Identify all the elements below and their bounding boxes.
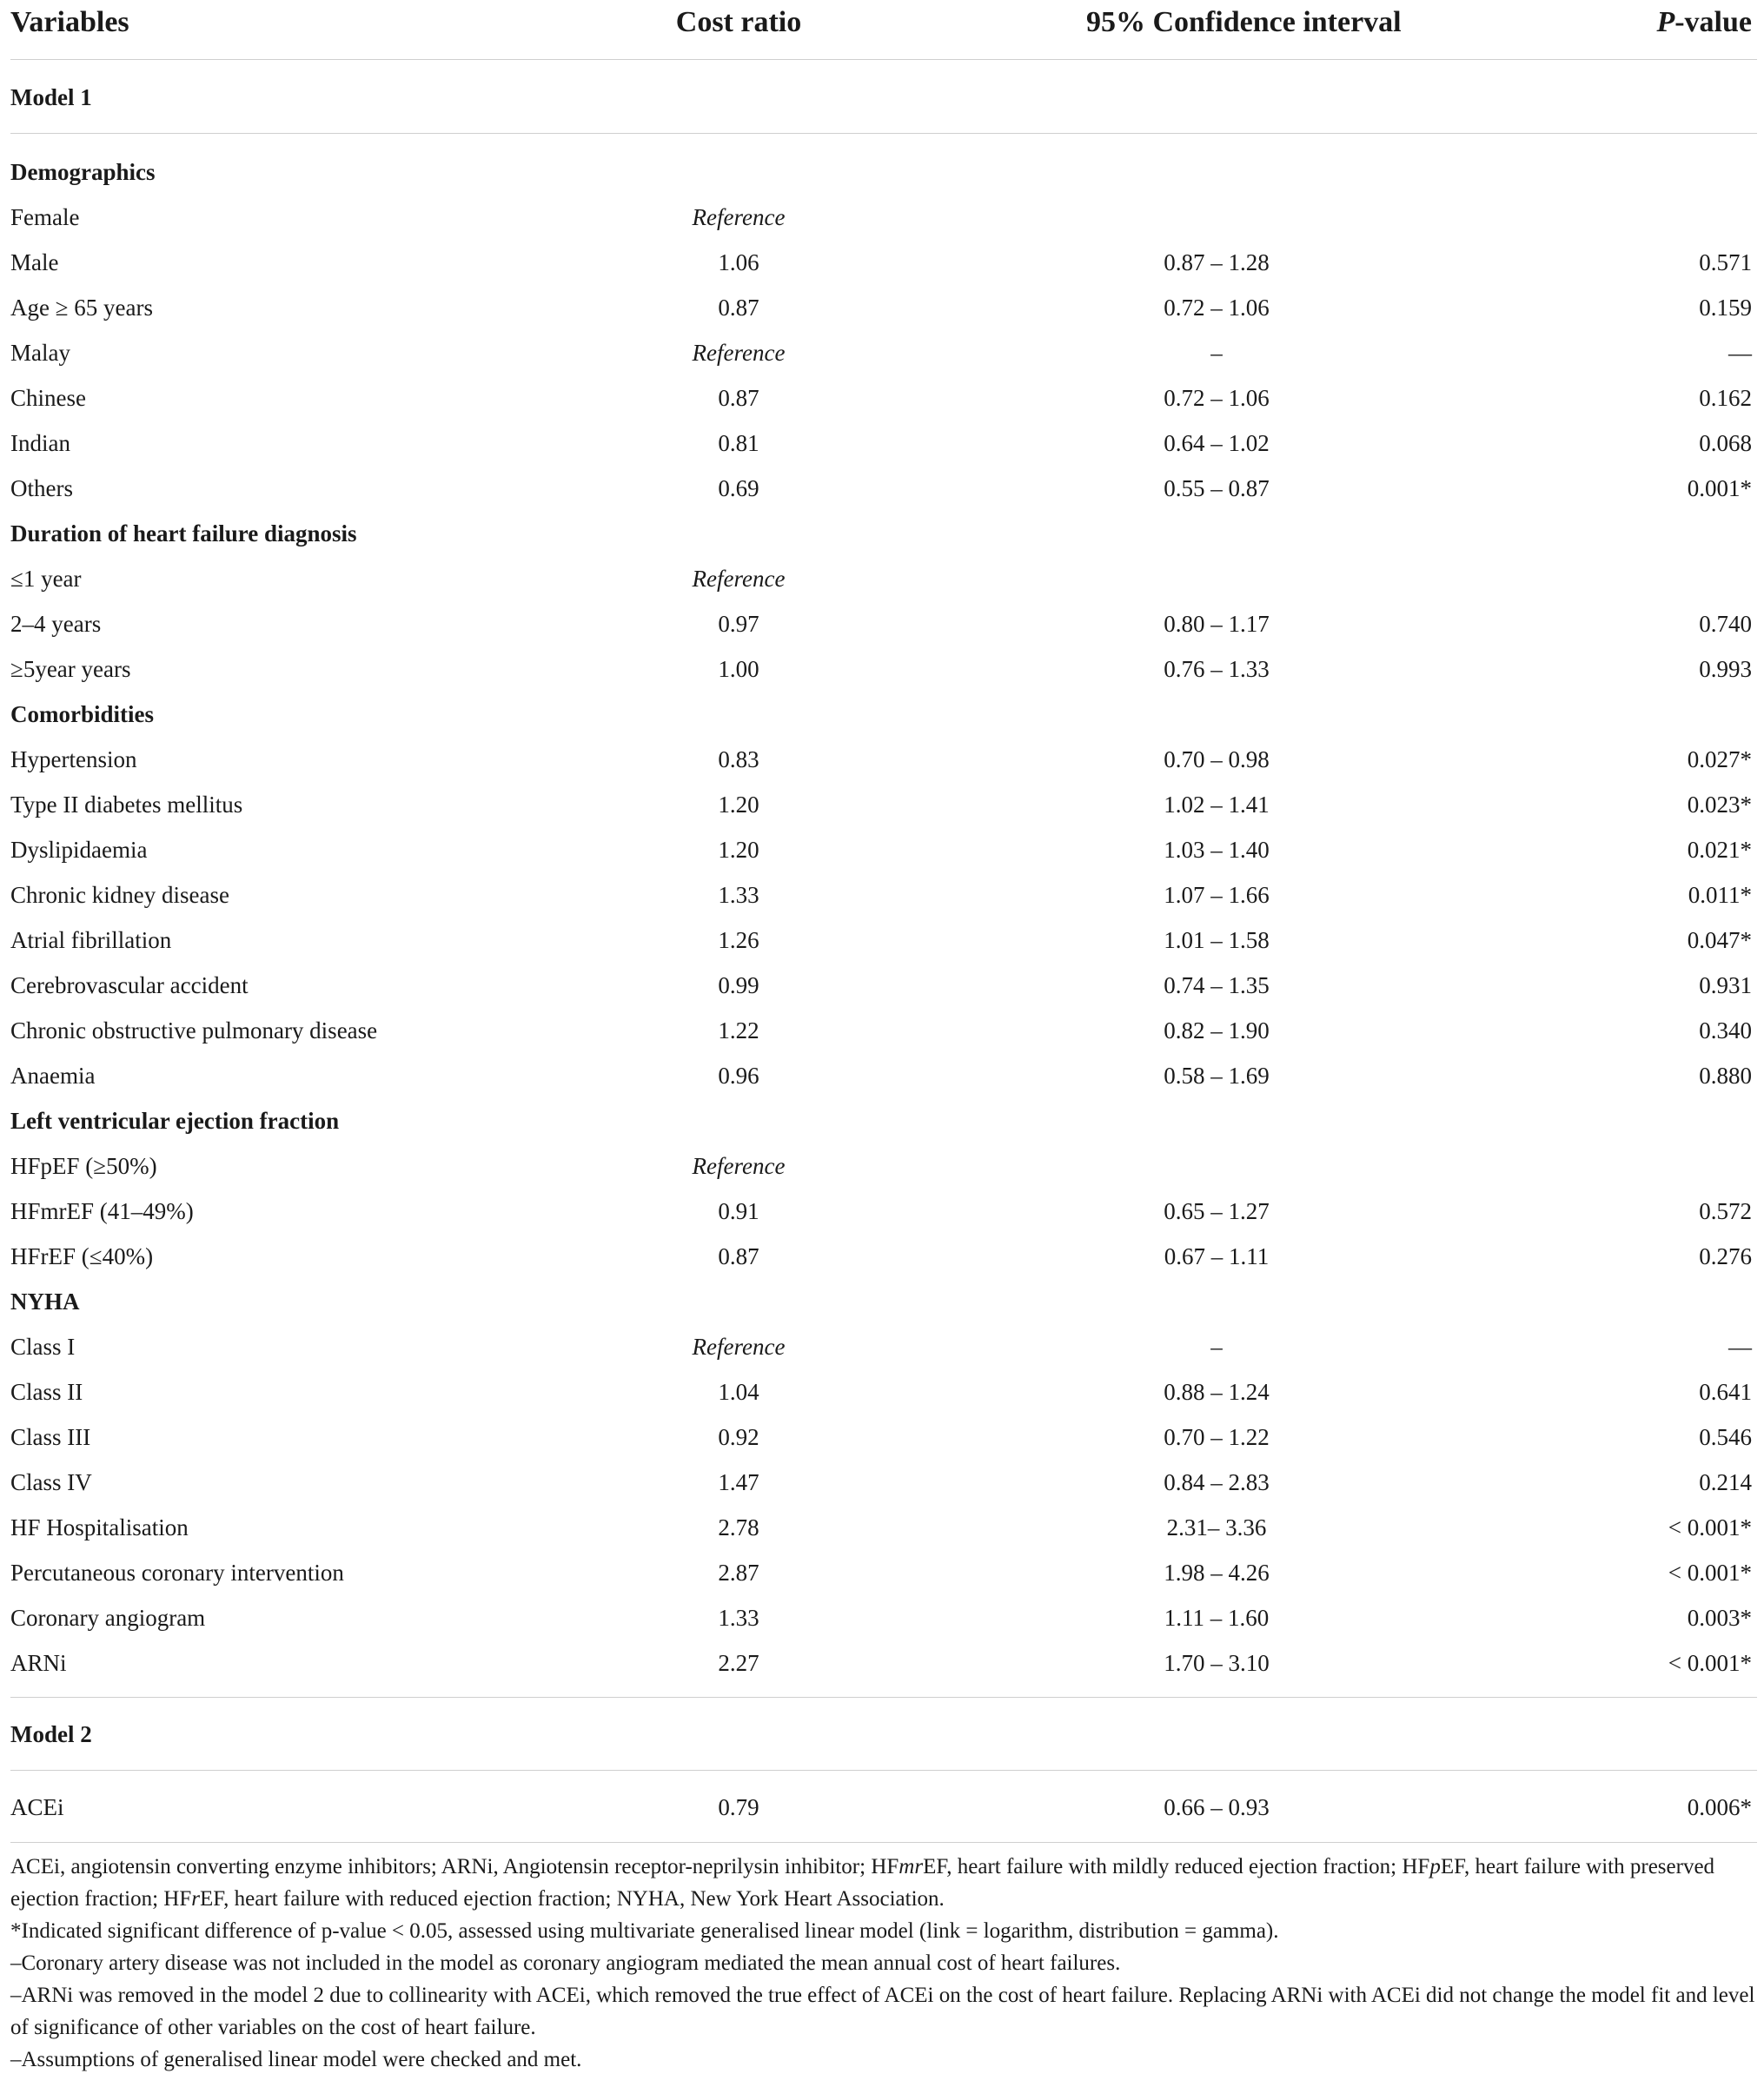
- model-2-top-divider: [10, 1697, 1757, 1698]
- cost-ratio-cell: Reference: [692, 204, 786, 230]
- cost-ratio-cell: 0.97: [718, 611, 759, 637]
- cost-ratio-cell: Reference: [692, 1334, 786, 1360]
- section-row: [10, 511, 1757, 556]
- cost-ratio-cell: 1.04: [718, 1379, 759, 1405]
- ci-cell: 0.58 – 1.69: [1164, 1063, 1270, 1089]
- p-value-cell: 0.159: [1699, 295, 1752, 321]
- cost-ratio-cell: 1.20: [718, 792, 759, 818]
- p-value-cell: 0.993: [1699, 656, 1752, 682]
- section-row: [10, 1098, 1757, 1143]
- variable-cell: ARNi: [10, 1650, 67, 1676]
- table-row: [10, 1640, 1757, 1686]
- table-row: [10, 1143, 1757, 1189]
- header-variables: Variables: [10, 6, 129, 38]
- abbrev-part: EF, heart failure with reduced ejection fraction; NYHA, New York Heart Association.: [200, 1887, 945, 1911]
- p-value-cell: < 0.001*: [1668, 1514, 1752, 1540]
- abbrev-italic: r: [191, 1887, 200, 1911]
- table-row: [10, 918, 1757, 963]
- variable-cell: ≥5year years: [10, 656, 131, 682]
- section-row: [10, 692, 1757, 737]
- section-nyha: NYHA: [10, 1289, 80, 1315]
- variable-cell: ACEi: [10, 1794, 64, 1820]
- table-row: [10, 646, 1757, 692]
- abbrev-part: EF, heart failure with preserved ejection fraction; HF: [10, 1855, 1715, 1911]
- table-row: [10, 872, 1757, 918]
- model-2-heading: Model 2: [10, 1721, 92, 1747]
- abbrev-part: ACEi, angiotensin converting enzyme inhibitors; ARNi, Angiotensin receptor-neprilysin inhibitor; HF: [10, 1855, 899, 1878]
- p-value-cell: 0.880: [1699, 1063, 1752, 1089]
- variable-cell: Age ≥ 65 years: [10, 295, 154, 321]
- variable-cell: Type II diabetes mellitus: [10, 792, 243, 818]
- table-row: [10, 1785, 1757, 1830]
- p-value-cell: 0.068: [1699, 430, 1752, 456]
- p-value-cell: 0.011*: [1688, 882, 1752, 908]
- ci-cell: 2.31– 3.36: [1166, 1514, 1267, 1540]
- ci-cell: 0.72 – 1.06: [1164, 385, 1270, 411]
- table-row: [10, 1053, 1757, 1098]
- model-1-heading-row: [10, 75, 1757, 120]
- ci-cell: 0.67 – 1.11: [1164, 1243, 1270, 1269]
- section-row: [10, 1279, 1757, 1324]
- table-header-row: [10, 0, 1757, 45]
- variable-cell: Anaemia: [10, 1063, 96, 1089]
- ci-cell: 1.03 – 1.40: [1164, 837, 1270, 863]
- table-row: [10, 1595, 1757, 1640]
- table-row: [10, 1324, 1757, 1369]
- ci-cell: 1.07 – 1.66: [1164, 882, 1270, 908]
- ci-cell: 0.64 – 1.02: [1164, 430, 1270, 456]
- ci-cell: 1.70 – 3.10: [1164, 1650, 1270, 1676]
- abbreviations-note: [10, 1851, 1757, 1915]
- variable-cell: Hypertension: [10, 746, 137, 772]
- model-2-heading-row: [10, 1712, 1757, 1757]
- p-value-cell: 0.021*: [1687, 837, 1752, 863]
- variable-cell: Class IV: [10, 1469, 92, 1495]
- table-row: [10, 466, 1757, 511]
- table-row: [10, 330, 1757, 375]
- p-value-cell: 0.740: [1699, 611, 1752, 637]
- variable-cell: Female: [10, 204, 80, 230]
- p-value-cell: 0.027*: [1687, 746, 1752, 772]
- ci-cell: 0.84 – 2.83: [1164, 1469, 1270, 1495]
- ci-cell: 1.98 – 4.26: [1164, 1560, 1270, 1586]
- header-p-italic: P: [1656, 6, 1675, 38]
- p-value-cell: —: [1728, 340, 1752, 366]
- cost-ratio-cell: 1.33: [718, 882, 759, 908]
- p-value-cell: < 0.001*: [1668, 1650, 1752, 1676]
- cost-ratio-cell: 1.20: [718, 837, 759, 863]
- cost-ratio-cell: 1.00: [718, 656, 759, 682]
- ci-cell: 0.70 – 0.98: [1164, 746, 1270, 772]
- p-value-cell: 0.003*: [1687, 1605, 1752, 1631]
- p-value-cell: 0.047*: [1687, 927, 1752, 953]
- p-value-cell: 0.571: [1699, 249, 1752, 275]
- table-row: [10, 1008, 1757, 1053]
- p-value-cell: 0.931: [1699, 972, 1752, 998]
- cost-ratio-cell: Reference: [692, 566, 786, 592]
- ci-cell: 0.82 – 1.90: [1164, 1017, 1270, 1044]
- model-1-divider: [10, 133, 1757, 134]
- ci-cell: 0.74 – 1.35: [1164, 972, 1270, 998]
- variable-cell: Coronary angiogram: [10, 1605, 206, 1631]
- variable-cell: Percutaneous coronary intervention: [10, 1560, 344, 1586]
- cost-ratio-cell: 0.87: [718, 295, 759, 321]
- table-row: [10, 1505, 1757, 1550]
- cost-ratio-cell: 0.99: [718, 972, 759, 998]
- abbrev-part: EF, heart failure with mildly reduced ejection fraction; HF: [923, 1855, 1430, 1878]
- p-value-cell: 0.572: [1699, 1198, 1752, 1224]
- ci-cell: 0.66 – 0.93: [1164, 1794, 1270, 1820]
- arni-note: –ARNi was removed in the model 2 due to collinearity with ACEi, which removed the true effect of ACEi on the cost of heart failure. Replacing ARNi with ACEi did not change the model fit and level of significance of other variables on the cost of heart failure.: [10, 1984, 1755, 2039]
- ci-cell: 0.80 – 1.17: [1164, 611, 1270, 637]
- p-value-cell: —: [1728, 1334, 1752, 1360]
- section-row: [10, 149, 1757, 195]
- model-1-heading: Model 1: [10, 84, 92, 110]
- section-lvef: Left ventricular ejection fraction: [10, 1108, 340, 1134]
- cost-ratio-cell: Reference: [692, 1153, 786, 1179]
- p-value-cell: [1583, 1143, 1752, 1189]
- variable-cell: Male: [10, 249, 59, 275]
- variable-cell: Class III: [10, 1424, 91, 1450]
- table-row: [10, 1550, 1757, 1595]
- table-row: [10, 285, 1757, 330]
- cost-ratio-cell: 0.91: [718, 1198, 759, 1224]
- cost-ratio-cell: 1.47: [718, 1469, 759, 1495]
- cad-note: –Coronary artery disease was not included in the model as coronary angiogram mediated the mean annual cost of heart failures.: [10, 1951, 1121, 1975]
- table-row: [10, 375, 1757, 421]
- table-row: [10, 1460, 1757, 1505]
- variable-cell: Chronic kidney disease: [10, 882, 229, 908]
- assumptions-note: –Assumptions of generalised linear model were checked and met.: [10, 2048, 582, 2071]
- p-value-cell: 0.340: [1699, 1017, 1752, 1044]
- cost-ratio-cell: 1.22: [718, 1017, 759, 1044]
- cost-ratio-cell: 1.33: [718, 1605, 759, 1631]
- table-row: [10, 827, 1757, 872]
- variable-cell: HFpEF (≥50%): [10, 1153, 157, 1179]
- cost-ratio-cell: 0.69: [718, 475, 759, 501]
- p-value-cell: [1583, 195, 1752, 240]
- ci-cell: 0.87 – 1.28: [1164, 249, 1270, 275]
- table-row: [10, 240, 1757, 285]
- p-value-cell: 0.641: [1699, 1379, 1752, 1405]
- cost-ratio-cell: 0.92: [718, 1424, 759, 1450]
- table-row: [10, 195, 1757, 240]
- variable-cell: Chinese: [10, 385, 86, 411]
- table-row: [10, 1415, 1757, 1460]
- header-cost-ratio: Cost ratio: [675, 6, 802, 38]
- header-p-value: [1583, 0, 1752, 45]
- abbrev-italic: p: [1429, 1855, 1441, 1878]
- variable-cell: Malay: [10, 340, 70, 366]
- table-row: [10, 556, 1757, 601]
- ci-cell: 0.88 – 1.24: [1164, 1379, 1270, 1405]
- variable-cell: Chronic obstructive pulmonary disease: [10, 1017, 378, 1044]
- cost-ratio-cell: 2.78: [718, 1514, 759, 1540]
- section-demographics: Demographics: [10, 159, 156, 185]
- table-footnotes: [10, 1851, 1757, 2076]
- ci-cell: 0.70 – 1.22: [1164, 1424, 1270, 1450]
- cost-ratio-cell: 2.87: [718, 1560, 759, 1586]
- section-duration: Duration of heart failure diagnosis: [10, 520, 357, 547]
- variable-cell: Dyslipidaemia: [10, 837, 148, 863]
- ci-cell: 1.02 – 1.41: [1164, 792, 1270, 818]
- cost-ratio-cell: 0.87: [718, 1243, 759, 1269]
- cost-ratio-cell: 0.96: [718, 1063, 759, 1089]
- ci-cell: [1086, 195, 1347, 240]
- variable-cell: Indian: [10, 430, 70, 456]
- ci-cell: –: [1210, 340, 1223, 366]
- variable-cell: Class I: [10, 1334, 76, 1360]
- table-row: [10, 1369, 1757, 1415]
- cost-ratio-cell: 0.87: [718, 385, 759, 411]
- model-2-divider: [10, 1770, 1757, 1771]
- variable-cell: Atrial fibrillation: [10, 927, 172, 953]
- abbrev-italic: mr: [899, 1855, 924, 1878]
- cost-ratio-cell: 1.06: [718, 249, 759, 275]
- table-row: [10, 963, 1757, 1008]
- variable-cell: HFrEF (≤40%): [10, 1243, 154, 1269]
- table-bottom-divider: [10, 1842, 1757, 1843]
- table-row: [10, 1234, 1757, 1279]
- p-value-cell: 0.006*: [1687, 1794, 1752, 1820]
- header-divider: [10, 59, 1757, 60]
- p-value-cell: 0.023*: [1687, 792, 1752, 818]
- table-row: [10, 1189, 1757, 1234]
- p-value-cell: 0.214: [1699, 1469, 1752, 1495]
- ci-cell: [1086, 556, 1347, 601]
- variable-cell: Others: [10, 475, 73, 501]
- p-value-cell: 0.546: [1699, 1424, 1752, 1450]
- variable-cell: Cerebrovascular accident: [10, 972, 249, 998]
- ci-cell: [1086, 1143, 1347, 1189]
- table-row: [10, 782, 1757, 827]
- p-value-cell: 0.001*: [1687, 475, 1752, 501]
- p-value-cell: [1583, 556, 1752, 601]
- header-confidence-interval: 95% Confidence interval: [1086, 6, 1402, 38]
- ci-cell: –: [1210, 1334, 1223, 1360]
- cost-ratio-cell: 0.81: [718, 430, 759, 456]
- ci-cell: 1.11 – 1.60: [1164, 1605, 1270, 1631]
- ci-cell: 1.01 – 1.58: [1164, 927, 1270, 953]
- variable-cell: HFmrEF (41–49%): [10, 1198, 194, 1224]
- p-value-cell: < 0.001*: [1668, 1560, 1752, 1586]
- cost-ratio-cell: 0.83: [718, 746, 759, 772]
- p-value-cell: 0.276: [1699, 1243, 1752, 1269]
- table-row: [10, 601, 1757, 646]
- variable-cell: ≤1 year: [10, 566, 82, 592]
- variable-cell: Class II: [10, 1379, 83, 1405]
- variable-cell: HF Hospitalisation: [10, 1514, 189, 1540]
- cost-ratio-cell: 0.79: [718, 1794, 759, 1820]
- ci-cell: 0.65 – 1.27: [1164, 1198, 1270, 1224]
- header-p-suffix: -value: [1674, 6, 1752, 38]
- cost-ratio-cell: 1.26: [718, 927, 759, 953]
- variable-cell: 2–4 years: [10, 611, 102, 637]
- table-row: [10, 737, 1757, 782]
- section-comorbidities: Comorbidities: [10, 701, 154, 727]
- cost-ratio-cell: Reference: [692, 340, 786, 366]
- p-value-cell: 0.162: [1699, 385, 1752, 411]
- ci-cell: 0.72 – 1.06: [1164, 295, 1270, 321]
- cost-ratio-cell: 2.27: [718, 1650, 759, 1676]
- significance-note: *Indicated significant difference of p-value < 0.05, assessed using multivariate generalised linear model (link = logarithm, distribution = gamma).: [10, 1919, 1279, 1943]
- table-row: [10, 421, 1757, 466]
- ci-cell: 0.55 – 0.87: [1164, 475, 1270, 501]
- ci-cell: 0.76 – 1.33: [1164, 656, 1270, 682]
